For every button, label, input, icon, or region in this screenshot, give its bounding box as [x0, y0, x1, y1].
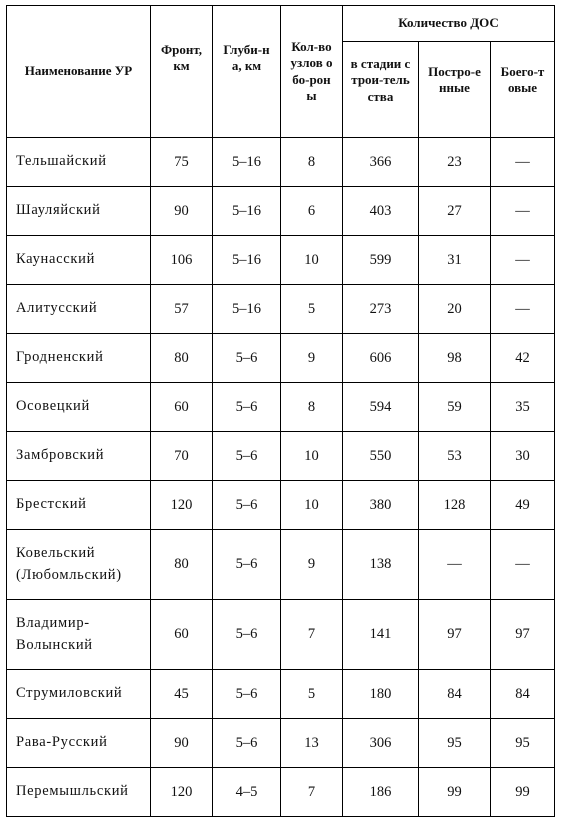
- cell-depth: 5–6: [213, 530, 281, 600]
- cell-built: 59: [419, 383, 491, 432]
- cell-depth: 5–16: [213, 236, 281, 285]
- cell-front: 120: [151, 481, 213, 530]
- cell-nodes: 10: [281, 481, 343, 530]
- cell-depth: 4–5: [213, 768, 281, 817]
- cell-ready: 95: [491, 719, 555, 768]
- cell-built: 84: [419, 670, 491, 719]
- cell-ready: —: [491, 285, 555, 334]
- cell-built: 27: [419, 187, 491, 236]
- header-building-text: в стадии строи-тельства: [350, 56, 411, 104]
- cell-nodes: 7: [281, 768, 343, 817]
- cell-building: 550: [343, 432, 419, 481]
- cell-building: 273: [343, 285, 419, 334]
- cell-nodes: 10: [281, 432, 343, 481]
- table-row: [7, 432, 555, 481]
- cell-depth: 5–6: [213, 383, 281, 432]
- cell-front: 70: [151, 432, 213, 481]
- table-row: [7, 481, 555, 530]
- cell-depth: 5–16: [213, 187, 281, 236]
- table-row: [7, 768, 555, 817]
- cell-built: 31: [419, 236, 491, 285]
- cell-built: 23: [419, 138, 491, 187]
- cell-building: 606: [343, 334, 419, 383]
- header-nodes-text: Кол-во узлов обо-роны: [290, 39, 333, 103]
- cell-ready: —: [491, 530, 555, 600]
- header-name: Наименование УР: [7, 6, 151, 138]
- table-row: [7, 187, 555, 236]
- cell-building: 380: [343, 481, 419, 530]
- cell-front: 80: [151, 334, 213, 383]
- cell-nodes: 13: [281, 719, 343, 768]
- ur-table: [6, 5, 555, 817]
- cell-name: Осовецкий: [7, 383, 151, 432]
- table-row: [7, 600, 555, 670]
- cell-building: 306: [343, 719, 419, 768]
- cell-building: 599: [343, 236, 419, 285]
- cell-built: 20: [419, 285, 491, 334]
- cell-ready: 97: [491, 600, 555, 670]
- header-dos-group: Количество ДОС: [343, 6, 555, 42]
- cell-ready: —: [491, 187, 555, 236]
- cell-depth: 5–16: [213, 285, 281, 334]
- header-built-text: Постро-енные: [428, 64, 481, 96]
- header-depth-text: Глуби-на, км: [223, 42, 270, 74]
- table-row: [7, 236, 555, 285]
- cell-depth: 5–6: [213, 432, 281, 481]
- cell-name: Перемышльский: [7, 768, 151, 817]
- cell-nodes: 7: [281, 600, 343, 670]
- cell-ready: 30: [491, 432, 555, 481]
- cell-built: 95: [419, 719, 491, 768]
- cell-built: 53: [419, 432, 491, 481]
- cell-name: Шауляйский: [7, 187, 151, 236]
- cell-name: Гродненский: [7, 334, 151, 383]
- header-depth: [213, 6, 281, 138]
- header-front-text: Фронт, км: [160, 42, 203, 74]
- cell-built: 128: [419, 481, 491, 530]
- cell-building: 138: [343, 530, 419, 600]
- cell-nodes: 9: [281, 530, 343, 600]
- cell-front: 90: [151, 187, 213, 236]
- cell-front: 60: [151, 600, 213, 670]
- cell-depth: 5–6: [213, 719, 281, 768]
- cell-name: Брестский: [7, 481, 151, 530]
- cell-ready: 35: [491, 383, 555, 432]
- cell-building: 594: [343, 383, 419, 432]
- cell-depth: 5–6: [213, 600, 281, 670]
- cell-front: 60: [151, 383, 213, 432]
- cell-name: Владимир- Волынский: [7, 600, 151, 670]
- table-row: [7, 719, 555, 768]
- cell-nodes: 6: [281, 187, 343, 236]
- cell-name: Каунасский: [7, 236, 151, 285]
- cell-front: 57: [151, 285, 213, 334]
- header-nodes: [281, 6, 343, 138]
- cell-name: Ковельский (Любомльский): [7, 530, 151, 600]
- table-row: [7, 138, 555, 187]
- cell-front: 75: [151, 138, 213, 187]
- header-building: [343, 42, 419, 138]
- cell-name: Струмиловский: [7, 670, 151, 719]
- cell-nodes: 8: [281, 138, 343, 187]
- table-row: [7, 383, 555, 432]
- cell-ready: 49: [491, 481, 555, 530]
- cell-name: Замбровский: [7, 432, 151, 481]
- cell-built: 98: [419, 334, 491, 383]
- table-row: [7, 334, 555, 383]
- cell-front: 45: [151, 670, 213, 719]
- cell-depth: 5–6: [213, 481, 281, 530]
- table-row: [7, 530, 555, 600]
- header-ready: [491, 42, 555, 138]
- cell-nodes: 8: [281, 383, 343, 432]
- cell-name: Алитусский: [7, 285, 151, 334]
- cell-front: 80: [151, 530, 213, 600]
- header-built: [419, 42, 491, 138]
- cell-ready: 99: [491, 768, 555, 817]
- cell-nodes: 10: [281, 236, 343, 285]
- cell-depth: 5–6: [213, 334, 281, 383]
- cell-building: 366: [343, 138, 419, 187]
- header-ready-text: Боего-товые: [500, 64, 545, 96]
- cell-ready: —: [491, 138, 555, 187]
- cell-nodes: 9: [281, 334, 343, 383]
- table-row: [7, 670, 555, 719]
- cell-building: 186: [343, 768, 419, 817]
- cell-ready: 84: [491, 670, 555, 719]
- cell-depth: 5–6: [213, 670, 281, 719]
- cell-nodes: 5: [281, 670, 343, 719]
- cell-depth: 5–16: [213, 138, 281, 187]
- header-front: [151, 6, 213, 138]
- cell-ready: —: [491, 236, 555, 285]
- cell-built: 99: [419, 768, 491, 817]
- cell-front: 90: [151, 719, 213, 768]
- cell-ready: 42: [491, 334, 555, 383]
- cell-built: 97: [419, 600, 491, 670]
- cell-nodes: 5: [281, 285, 343, 334]
- cell-built: —: [419, 530, 491, 600]
- cell-building: 141: [343, 600, 419, 670]
- cell-front: 120: [151, 768, 213, 817]
- cell-front: 106: [151, 236, 213, 285]
- cell-name: Тельшайский: [7, 138, 151, 187]
- cell-building: 403: [343, 187, 419, 236]
- cell-name: Рава-Русский: [7, 719, 151, 768]
- table-row: [7, 285, 555, 334]
- cell-building: 180: [343, 670, 419, 719]
